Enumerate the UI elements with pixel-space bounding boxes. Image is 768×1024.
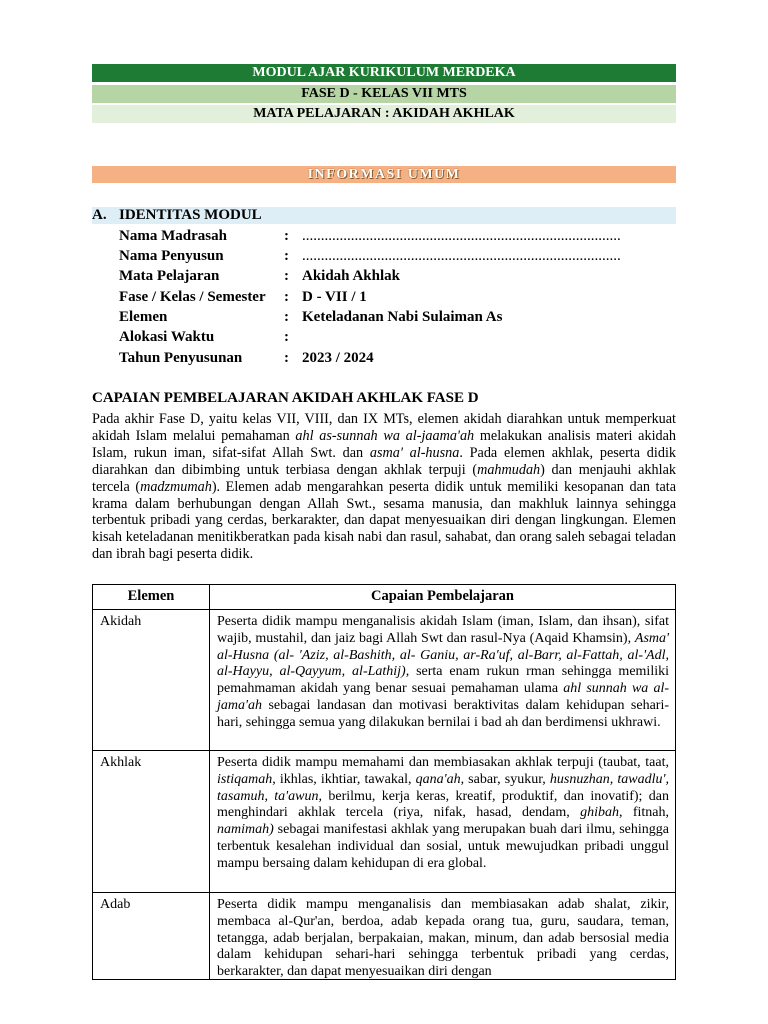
text-run: Peserta didik mampu menganalisis akidah Islam (iman, Islam, dan ihsan), sifat wajib, mustahil, dan jaiz bagi Allah Swt dan rasul-Nya (Aqaid Khamsin), <box>217 614 669 646</box>
header-phase-class: FASE D - KELAS VII MTS <box>92 85 676 103</box>
identity-key: Tahun Penyusunan <box>119 350 243 366</box>
italic-term: ahl as-sunnah wa al-jaama'ah <box>295 427 475 444</box>
text-run: Peserta didik mampu memahami dan membiasakan akhlak terpuji (taubat, taat, <box>217 755 669 770</box>
row-elemen: Adab <box>100 897 131 912</box>
header-subject: MATA PELAJARAN : AKIDAH AKHLAK <box>92 105 676 123</box>
identity-row <box>119 248 676 268</box>
text-run: Pada akhir Fase D, yaitu kelas VII, VIII, dan IX MTs, elemen akidah diarahkan untuk memperkuat akidah Islam melalui pemahaman <box>92 411 676 444</box>
table-row <box>93 893 675 980</box>
text-run: serta enam rukun rman sehingga memiliki pemahmaman akidah yang benar sesuai pemahaman ulama <box>217 664 669 697</box>
text-run: ). Elemen adab mengarahkan peserta didik untuk memiliki kesopanan dan tata krama dalam berhubungan dengan Allah Swt., sesama manusia, dan makhluk lainnya sehingga terbentuk pribadi yang cerdas, berkarakter, dan dapat menyesuaikan diri dengan lingkungan. Elemen kisah keteladanan menitikberatkan pada kisah nabi dan rasul, sahabat, dan orang saleh sebagai teladan dan ibrah bagi peserta didik. <box>92 478 676 563</box>
identity-sep: : <box>284 350 289 366</box>
text-run: melakukan analisis materi akidah Islam, rukun iman, sifat-sifat Allah Swt. dan <box>92 427 676 461</box>
identity-value: ..................................................................................... <box>302 248 621 264</box>
identity-key: Mata Pelajaran <box>119 268 220 284</box>
text-run: berilmu, kerja keras, kreatif, produktif, dan inovatif); dan menghindari akhlak tercela (riya, nifak, hasad, dendam, <box>217 788 669 821</box>
identity-row <box>119 289 676 309</box>
text-run: Peserta didik mampu menganalisis dan membiasakan adab shalat, zikir, membaca al-Qur'an, berdoa, adab kepada orang tua, guru, saudara, teman, tetangga, adab berjalan, berpakaian, makan, minum, dan adab bersosial media dalam kehidupan sehari-hari sehingga terbentuk pribadi yang cerdas, berkarakter, dan dapat menyesuaikan diri dengan <box>217 897 669 980</box>
italic-term: qana'ah <box>415 771 461 787</box>
italic-term: mahmudah <box>477 461 541 478</box>
identity-sep: : <box>284 329 289 345</box>
identitas-heading <box>92 207 676 224</box>
row-capaian <box>217 755 669 873</box>
italic-term: istiqamah <box>217 771 273 787</box>
italic-term: Asma' al-Husna (al- 'Aziz, al-Bashith, al- Ganiu, ar-Ra'uf, al-Barr, al-Fattah, al-'Adl, al-Hayyu, al-Qayyum, al-Lathij), <box>217 630 669 680</box>
identity-sep: : <box>284 248 289 264</box>
text-run: , sabar, syukur, <box>460 771 550 787</box>
italic-term: ghibah <box>580 805 620 821</box>
text-run: , fitnah, <box>619 805 670 821</box>
capaian-title: CAPAIAN PEMBELAJARAN AKIDAH AKHLAK FASE D <box>92 390 479 406</box>
table-header <box>93 585 675 610</box>
identity-sep: : <box>284 228 289 244</box>
identity-key: Fase / Kelas / Semester <box>119 289 266 305</box>
identity-key: Alokasi Waktu <box>119 329 215 345</box>
identity-key: Elemen <box>119 309 168 325</box>
identity-value: D - VII / 1 <box>302 289 367 305</box>
identity-row <box>119 268 676 288</box>
identity-key: Nama Penyusun <box>119 248 224 264</box>
text-run: sebagai manifestasi akhlak yang merupakan buah dari ilmu, sehingga terbentuk kesalehan individual dan sosial, untuk mewujudkan pribadi unggul mampu bersaing dalam kehidupan di era global. <box>217 822 669 871</box>
identity-value: Keteladanan Nabi Sulaiman As <box>302 309 503 325</box>
row-capaian <box>217 614 669 732</box>
header-module-title: MODUL AJAR KURIKULUM MERDEKA <box>92 64 676 82</box>
italic-term: husnuzhan, tawadlu', tasamuh, ta'awun, <box>217 771 669 804</box>
info-umum-heading: INFORMASI UMUM <box>92 166 676 183</box>
italic-term: ahl sunnah wa al-jama'ah <box>217 681 669 713</box>
row-capaian <box>217 897 669 980</box>
table-row <box>93 610 675 751</box>
text-run: , ikhlas, ikhtiar, tawakal, <box>272 771 416 787</box>
identity-row <box>119 350 676 370</box>
italic-term: asma' al-husna <box>369 444 460 461</box>
row-elemen: Akidah <box>100 614 142 629</box>
table-row <box>93 751 675 893</box>
column-header-capaian: Capaian Pembelajaran <box>371 588 514 604</box>
identity-sep: : <box>284 309 289 325</box>
capaian-table <box>92 584 676 980</box>
italic-term: madzmumah <box>140 478 212 495</box>
row-elemen: Akhlak <box>100 755 142 770</box>
identity-row <box>119 228 676 248</box>
identity-value: ..................................................................................... <box>302 228 621 244</box>
text-run: . Pada elemen akhlak, peserta didik diarahkan dan dibimbing untuk terbiasa dengan akhlak terpuji ( <box>92 444 676 478</box>
identity-sep: : <box>284 289 289 305</box>
identity-row <box>119 329 676 349</box>
column-divider <box>209 585 210 980</box>
identity-key: Nama Madrasah <box>119 228 227 244</box>
text-run: sebagai landasan dan motivasi beraktivitas dalam kehidupan sehari-hari, sehingga semua yang dilakukan bernilai i bad ah dan berdimensi ukhrawi. <box>217 697 669 730</box>
capaian-paragraph <box>92 411 676 563</box>
text-run: ) dan menjauhi akhlak tercela ( <box>92 461 676 495</box>
italic-term: namimah) <box>217 822 274 838</box>
identity-value: Akidah Akhlak <box>302 268 400 284</box>
section-number: A. <box>92 207 107 223</box>
section-title: IDENTITAS MODUL <box>119 207 262 223</box>
identity-row <box>119 309 676 329</box>
identity-sep: : <box>284 268 289 284</box>
column-header-elemen: Elemen <box>127 588 175 604</box>
identity-value: 2023 / 2024 <box>302 350 374 366</box>
